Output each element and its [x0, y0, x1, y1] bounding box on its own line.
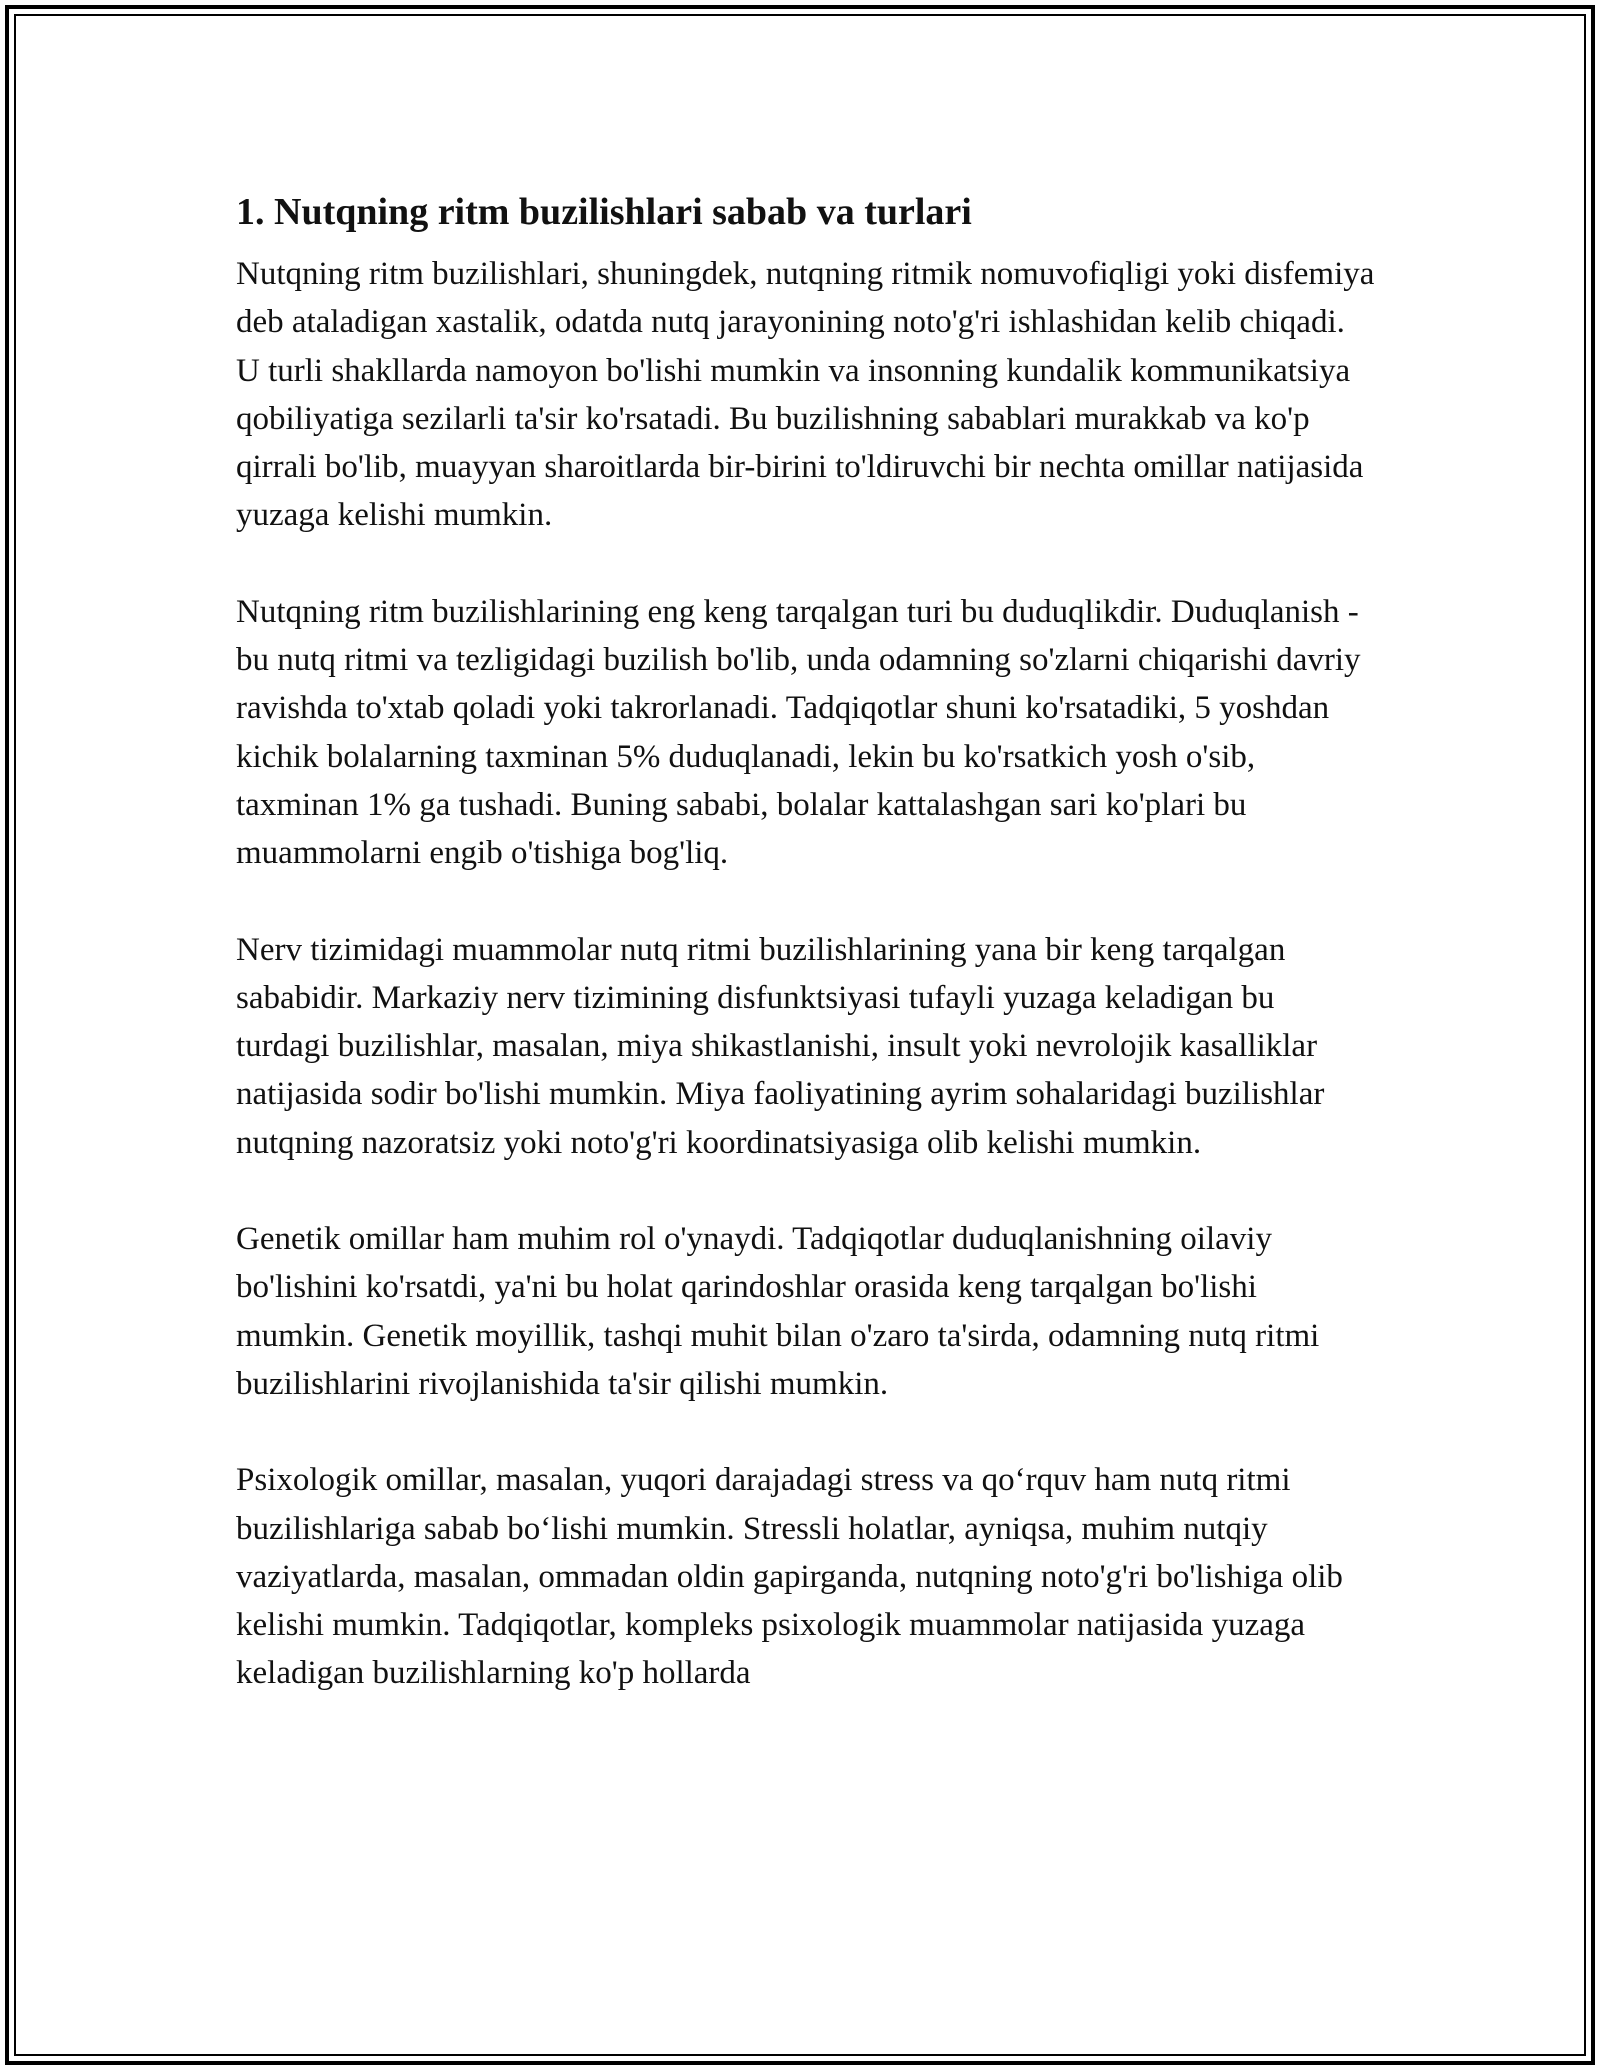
paragraph-genetics: Genetik omillar ham muhim rol o'ynaydi. Tadqiqotlar duduqlanishning oilaviy bo'lishini ko'rsatdi, ya'ni bu holat qarindoshlar orasida keng tarqalgan bo'lishi mumkin. Genetik moyillik, tashqi muhit bilan o'zaro ta'sirda, odamning nutq ritmi buzilishlarini rivojlanishida ta'sir qilishi mumkin. — [236, 1221, 1320, 1402]
paragraph-nervous-system: Nerv tizimidagi muammolar nutq ritmi buzilishlarining yana bir keng tarqalgan sababidir. Markaziy nerv tizimining disfunktsiyasi tufayli yuzaga keladigan bu turdagi buzilishlar, masalan, miya shikastlanishi, insult yoki nevrolojik kasalliklar natijasida sodir bo'lishi mumkin. Miya faoliyatining ayrim sohalaridagi buzilishlar nutqning nazoratsiz yoki noto'g'ri koordinatsiyasiga olib kelishi mumkin. — [236, 931, 1325, 1161]
section-heading: 1. Nutqning ritm buzilishlari sabab va turlari — [236, 191, 972, 233]
document-body — [236, 188, 1376, 1698]
paragraph-stuttering: Nutqning ritm buzilishlarining eng keng tarqalgan turi bu duduqlikdir. Duduqlanish - bu nutq ritmi va tezligidagi buzilish bo'lib, unda odamning so'zlarni chiqarishi davriy ravishda to'xtab qoladi yoki takrorlanadi. Tadqiqotlar shuni ko'rsatadiki, 5 yoshdan kichik bolalarning taxminan 5% duduqlanadi, lekin bu ko'rsatkich yosh o'sib, taxminan 1% ga tushadi. Buning sababi, bolalar kattalashgan sari ko'plari bu muammolarni engib o'tishiga bog'liq. — [236, 593, 1361, 872]
paragraph-intro: Nutqning ritm buzilishlari, shuningdek, nutqning ritmik nomuvofiqligi yoki disfemiya deb ataladigan xastalik, odatda nutq jarayonining noto'g'ri ishlashidan kelib chiqadi. U turli shakllarda namoyon bo'lishi mumkin va insonning kundalik kommunikatsiya qobiliyatiga sezilarli ta'sir ko'rsatadi. Bu buzilishning sabablari murakkab va ko'p qirrali bo'lib, muayyan sharoitlarda bir-birini to'ldiruvchi bir nechta omillar natijasida yuzaga kelishi mumkin. — [236, 256, 1375, 534]
paragraph-psychology: Psixologik omillar, masalan, yuqori darajadagi stress va qo‘rquv ham nutq ritmi buzilishlariga sabab bo‘lishi mumkin. Stressli holatlar, ayniqsa, muhim nutqiy vaziyatlarda, masalan, ommadan oldin gapirganda, nutqning noto'g'ri bo'lishiga olib kelishi mumkin. Tadqiqotlar, kompleks psixologik muammolar natijasida yuzaga keladigan buzilishlarning ko'p hollarda — [236, 1462, 1343, 1692]
